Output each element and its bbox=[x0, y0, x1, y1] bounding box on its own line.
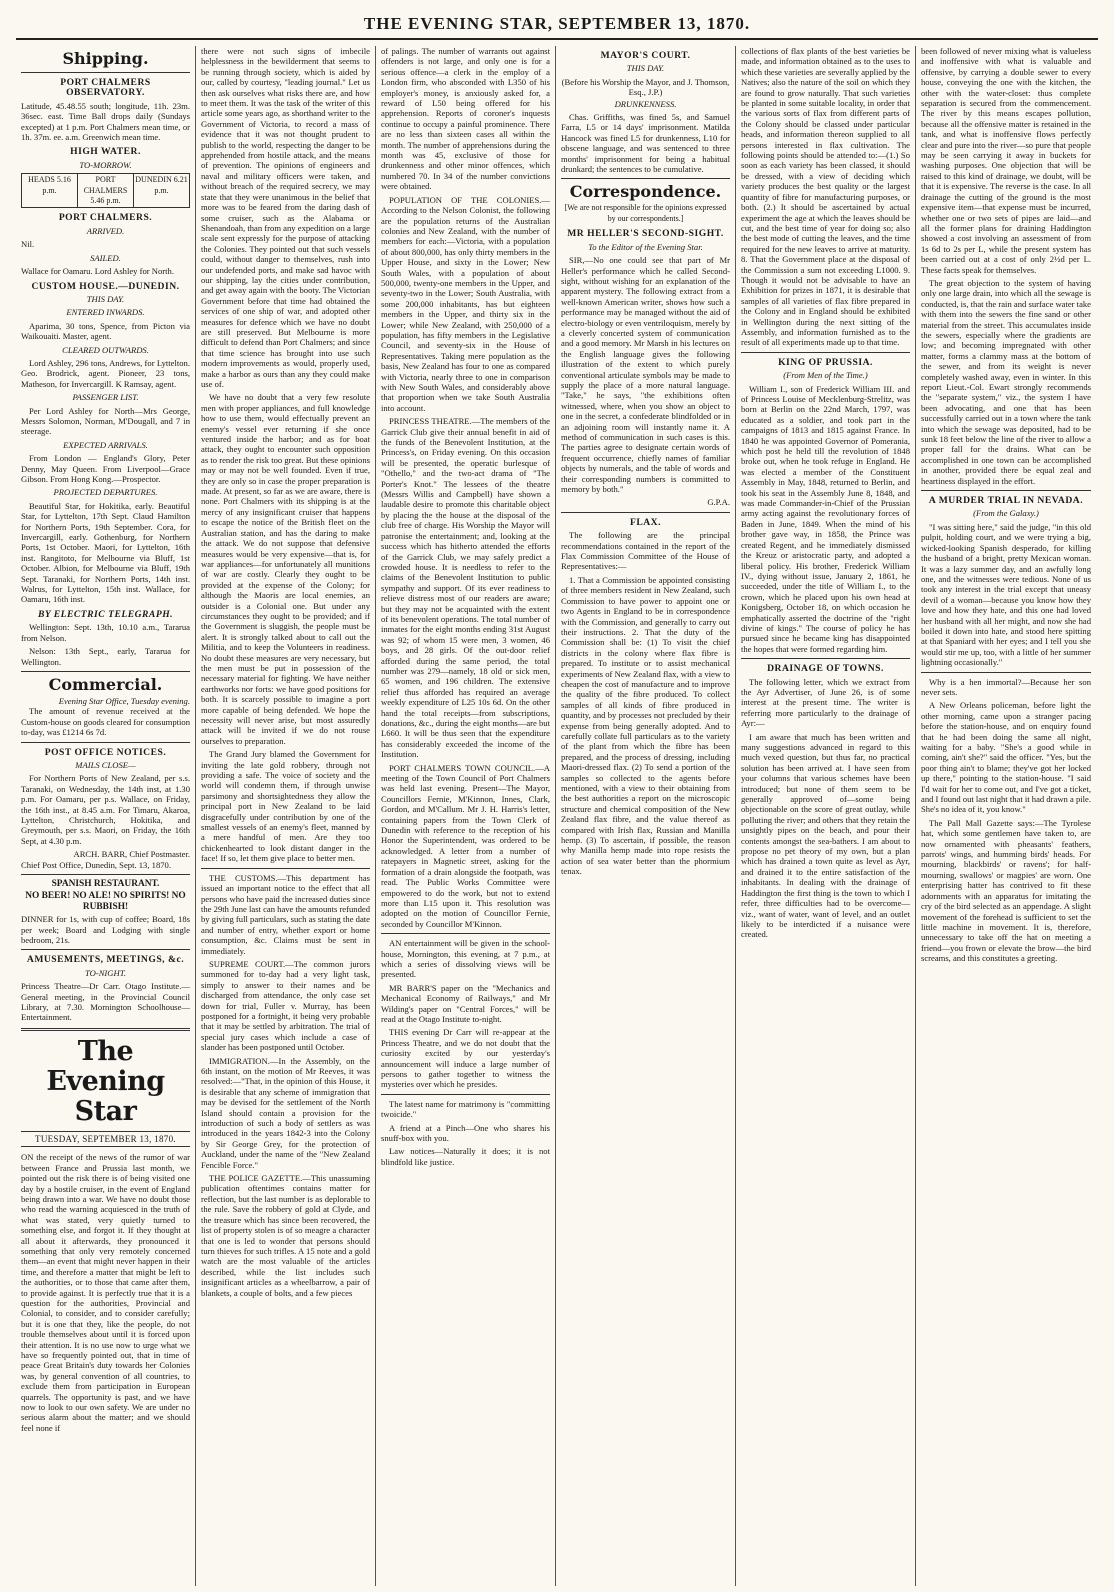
column-1 bbox=[16, 46, 196, 1586]
heller-text: SIR,—No one could see that part of Mr Heller's performance which he called Second-sight, without wishing for an explanation of the apparent mystery. The following extract from a well-known American writer, shows how such a performance may be managed without the aid of electro-biology or even ventriloquism, merely by a cleverly concerted system of communication and a good memory. Mr Marsh in his lectures on the English language gives the following illustration of the extent to which purely conventional articulate symbols may be made to supply the place of a more natural language. "Take," he says, "the exhibitions often witnessed, where, when you show an object to one in the secret, a confederate blindfolded or in an adjoining room will instantly name it. A method of communication in such cases is this. The parties agree to designate certain words of frequent occurrence, chiefly names of familiar objects by numerals, and the table of words and their corresponding numbers is committed to memory by both." bbox=[561, 255, 730, 495]
cleared-text: Lord Ashley, 296 tons, Andrews, for Lyttelton. Geo. Brodrick, agent. Pioneer, 23 tons, Matheson, for Invercargill. K Ramsay, agent. bbox=[21, 357, 190, 389]
divider bbox=[921, 672, 1091, 673]
masthead: THE EVENING STAR, SEPTEMBER 13, 1870. bbox=[16, 14, 1098, 40]
news-town-council: PORT CHALMERS TOWN COUNCIL.—A meeting of the Town Council of Port Chalmers was held last evening. Present—The Mayor, Councillors Fernie, M'Kinnon, Innes, Clark, Gordon, and M'Callum. Mr J. H. Harris's letter, containing papers from the Town Clerk of Dunedin with reference to the reception of his Honor the Superintendent, was ordered to be acknowledged. A letter from a number of ratepayers in Magnetic street, asking for the formation of a drain alongside the footpath, was read. The Public Works Committee were empowered to do the work, but not to extend more than L15 upon it. This resolution was adopted on the motion of Councillor Fernie, seconded by Councillor M'Kinnon. bbox=[381, 762, 550, 929]
this-day-label: THIS DAY. bbox=[86, 293, 125, 304]
editorial-start: ON the receipt of the news of the rumor of war between France and Prussia last month, we pointed out the risk there is of being visited one day by a hostile cruiser, in the event of England being drawn into a war. We have no doubt those who read the warning acquiesced in the truth of what was stated, very quietly turned to something else, and forgot it. If they thought at all about it afterwards, they pronounced it something that only very remotely concerned them—an event that might never happen in their time, and therefore a matter that might be left to the authorities, or to those that came after them, to provide against. It is perfectly true that it is a question for the authorities, Provincial and Colonial, to consider, and to consider carefully; but it is one that they, like the people, do not trouble themselves about until it is forced upon their attention. It is no use now to urge what we have so frequently pointed out, that in time of peace Great Britain's duty towards her Colonies was, by general convention of all countries, to exclude them from participation in European quarrels. The opportunity is past, and we have now to look to our own safety. We are under no serious alarm about the matter; and we should feel none if bbox=[21, 1152, 190, 1433]
mayor-day: THIS DAY. bbox=[626, 63, 665, 74]
tide-port-chalmers: PORT CHALMERS 5.46 p.m. bbox=[78, 174, 134, 207]
divider bbox=[21, 874, 190, 875]
editorial-paragraph: The Grand Jury blamed the Government for inviting the late gold robbery, through not providing a safe. The voice of society and the world will condemn them, if through unwise parsimony and shortsightedness they allow the principal port in New Zealand to be laid disgracefully under contribution by one of the smallest vessels of an enemy's fleet, manned by a mere handful of men. Are they too chickenhearted to look distant danger in the face! If so, let them give place to better men. bbox=[201, 749, 370, 864]
observatory-heading: PORT CHALMERS OBSERVATORY. bbox=[60, 77, 151, 99]
prussia-heading: KING OF PRUSSIA. bbox=[778, 356, 873, 368]
correspondence-note: [We are not responsible for the opinions expressed by our correspondents.] bbox=[564, 203, 727, 223]
drainage-heading: DRAINAGE OF TOWNS. bbox=[767, 663, 884, 675]
postmaster-date: Chief Post Office, Dunedin, Sept. 13, 1870. bbox=[21, 859, 171, 870]
mails-close-label: MAILS CLOSE— bbox=[75, 759, 136, 770]
news-new-orleans: A New Orleans policeman, before light the other morning, came upon a stranger pacing before the station-house, and on enquiry found that he had been doing the same all night, waiting for a baby. "She's a good while in coming, ain't she?" said the officer. "Yes, but the poor thing ain't to blame; they've got her locked up there," pointing to the station-house. "I said I'd wait for her to come out, and I've got a ticket, and I found out last night that it had drawn a pile. She's no idea of it, you know." bbox=[921, 700, 1091, 815]
office-line: Evening Star Office, Tuesday evening. bbox=[58, 695, 190, 706]
passenger-label: PASSENGER LIST. bbox=[72, 392, 139, 403]
sailed-label: SAILED. bbox=[90, 252, 121, 263]
arrived-text: Nil. bbox=[21, 239, 35, 250]
telegraph-sailed: Nelson: 13th Sept., early, Tararua for Wellington. bbox=[21, 646, 190, 667]
news-institute: MR BARR'S paper on the "Mechanics and Mechanical Economy of Railways," and Mr Wilding's paper on "Central Forces," will be read at the Otago Institute to-night. bbox=[381, 982, 550, 1024]
divider bbox=[561, 512, 730, 513]
column-3 bbox=[376, 46, 556, 1586]
port-heading: PORT CHALMERS. bbox=[58, 212, 153, 224]
expected-label: EXPECTED ARRIVALS. bbox=[63, 439, 148, 450]
drainage-text: I am aware that much has been written and many suggestions advanced in regard to this much vexed question, but thus far, no practical solution has been arrived at. I have seen from your columns that various schemes have been introduced; but none of them seem to be generally approved of—some being objectionable on the score of great outlay, while polluting the river; and others that they retain the unsightly pipes on the beach, and pour their contents amongst the sea-bathers. I am about to propose no pet theory of my own, but a plan which has drained a town quite as level as Ayr, and drained it to the entire satisfaction of the inhabitants. In dealing with the drainage of Haddington the first thing is the town to which I refer, three difficulties had to be overcome—viz., want of water, want of level, and an outlet likely to be interdicted if a nuisance were created. bbox=[741, 731, 910, 940]
murder-text: "I was sitting here," said the judge, "in this old pulpit, holding court, and we were trying a big, wicked-looking Spanish desperado, for killing the husband of a bright, pretty Mexican woman. It was a lazy summer day, and an awfully long one, and the witnesses were tedious. None of us took any interest in the trial except that uneasy devil of a woman—because you know how they love and how they hate, and this one had loved her husband with all her might, and now she had boiled it down into hate, and stood here spitting at that Spaniard with her eyes; and I tell you she would stir me up, too, with a little of her summer lightning occasionally." bbox=[921, 521, 1091, 668]
commercial-heading: Commercial. bbox=[48, 674, 163, 694]
flax-text: 1. That a Commission be appointed consisting of three members resident in New Zealand, such Commission to have power to appoint one or two Agents in England to be in correspondence with the Commission, and generally to carry out their instructions. 2. That the duty of the Commission shall be: (1) To visit the chief districts in the colony where flax fibre is prepared. To institute or to assist mechanical experiments of New Zealand flax, with a view to cheapen the cost of manufacture and to improve the quality of the fibre produced. To collect samples of all kinds of fibre produced in quantity, and by processes not precluded by their expense from being generally adopted. And to carefully collate full particulars as to the variety of the plant from which the fibre has been prepared, and the process of dressing, including Maori-dressed flax. (2) To send a portion of the samples so collected to the agents before mentioned, with a view to their obtaining from the best authorities a report on the microscopic structure and chemical composition of the New Zealand flax fibre, and the value thereof as compared with Irish flax, Russian and Manilla hemp. (3) To ascertain, if possible, the reason why Manilla hemp made into rope resists the action of sea water better than the phormium tenax. bbox=[561, 574, 730, 877]
columns bbox=[16, 46, 1098, 1586]
divider bbox=[381, 933, 550, 934]
news-population: POPULATION OF THE COLONIES.—According to the Nelson Colonist, the following are the population returns of the Australian colonies and New Zealand, with the number of members for each:—Victoria, with a population of about 800,000, has only thirty members in the Upper House, and sixty in the Lower; New South Wales, with a population of about 500,000, twenty-one members in the Upper, and seventy-two in the Lower; South Australia, with some 200,000 inhabitants, has but eighteen members in the Upper, and thirty six in the Lower; while New Zealand, with 250,000 of a population, has fifty members in the Legislative Council, and seventy-six in the House of Representatives. Taking mere population as the basis, New Zealand has four to one as compared with Victoria, nearly three to one in comparison with New South Wales, and considerably above that proportion when we take South Australia into account. bbox=[381, 194, 550, 413]
divider bbox=[21, 1028, 190, 1031]
joke-pinch: A friend at a Pinch—One who shares his snuff-box with you. bbox=[381, 1122, 550, 1144]
heller-signature: G.P.A. bbox=[707, 497, 730, 508]
joke-hen: Why is a hen immortal?—Because her son never sets. bbox=[921, 676, 1091, 697]
projected-text: Beautiful Star, for Hokitika, early. Beautiful Star, for Lyttelton, 17th Sept. Claud Hamilton for Northern Ports, 19th September. Cora, for Invercargill, early. Gothenburg, for Northern Ports, 1st October. Maori, for Lyttelton, 16th inst. Rangitoto, for Melbourne via Bluff, 1st October. Albion, for Melbourne via Bluff, 19th Sept. Taranaki, for Northern Ports, 14th inst. Walrus, for Lyttelton, 15th inst. Wallace, for Oamaru, 16th inst. bbox=[21, 500, 190, 605]
drainage-intro: The following letter, which we extract from the Ayr Advertiser, of June 26, is of some interest at the present time. The writer is referring more particularly to the drainage of Ayr:— bbox=[741, 676, 910, 729]
tonight-label: TO-NIGHT. bbox=[85, 967, 126, 978]
restaurant-heading: SPANISH RESTAURANT. bbox=[51, 879, 160, 889]
arrived-label: ARRIVED. bbox=[86, 225, 125, 236]
restaurant-tagline: NO BEER! NO ALE! NO SPIRITS! NO RUBBISH! bbox=[25, 891, 186, 912]
flax-continued: collections of flax plants of the best varieties be made, and information obtained as to the uses to which these varieties are severally applied by the Natives; also the nature of the soil on which they are found to grow naturally. That such varieties be planted in some suitable locality, in order that the various sorts of flax from different parts of the Colony should be classed under particular heads, and information thereon supplied to all persons interested in flax cultivation. The following points should be attended to:—(1.) So soon as each variety has been classed, it should be dressed, with a view of deciding which variety produces the best quality or the largest quantity of fibre for manufacturing purposes, or both. (2.) It should be ascertained by actual experiment the age at which the leaves should be cut, and the best time of year for doing so; also the best mode of cutting the leaves, and the time required for the new leaves to arrive at maturity. 8. That the Government place at the disposal of the Commission a sum not exceeding L1000. 9. Though it would not be advisable to have an Exhibition for prizes in 1871, it is desirable that samples of all varieties of flax fibre prepared in the Colony and in England should be exhibited in Wellington during the next sitting of the Assembly, and information furnished as to the result of all experiments made up to that time. bbox=[741, 46, 910, 348]
dateline: TUESDAY, SEPTEMBER 13, 1870. bbox=[21, 1131, 190, 1147]
tide-dunedin: DUNEDIN 6.21 p.m. bbox=[135, 175, 188, 195]
prussia-sub: (From Men of the Time.) bbox=[783, 370, 868, 381]
murder-heading: A MURDER TRIAL IN NEVADA. bbox=[928, 495, 1084, 507]
drainage-paragraph: The great objection to the system of having only one large drain, into which all the sewage is conducted, is, that the rain and surface water take with them into the sewers the fine sand or other material from the street. This accumulates inside the sewers, especially where the gradients are low; and becoming impregnated with other matter, forms a clammy mass at the bottom of the sewer, and from its weight is never completely washed away, even in winter. In this report Lieut.-Col. Ewart strongly recommends the "separate system," viz., the system I have been advocating, and one that has been successfully carried out in a town where the tank into which the sewage was deposited, had to be sunk 18 feet below the line of the river to allow a proper fall for the drains. What can be accomplished in one town can be accomplished in another, provided there be equal zeal and heartiness displayed in the effort. bbox=[921, 277, 1091, 486]
column-5 bbox=[736, 46, 916, 1586]
restaurant-text: DINNER for 1s, with cup of coffee; Board, 18s per week; Board and Lodging with single bedroom, 21s. bbox=[21, 914, 190, 946]
entered-label: ENTERED INWARDS. bbox=[66, 307, 145, 318]
divider bbox=[381, 1094, 550, 1095]
mayor-court-heading: MAYOR'S COURT. bbox=[600, 50, 691, 61]
news-continued: of palings. The number of warrants out against offenders is not large, and only one is for a serious offence—a clerk in the employ of a London firm, who absconded with L350 of his employer's money, is anxiously asked for, a reward of L50 being offered for his apprehension. Reports of coroner's inquests continue to occupy a painful prominence. There are no less than sixteen cases all within the month. The number of apprehensions during the month was 45, exclusive of those for drunkenness and other minor offences, which numbered 70. In 34 of the number convictions were obtained. bbox=[381, 46, 550, 192]
news-supreme-court: SUPREME COURT.—The common jurors summoned for to-day had a very light task, simply to answer to their names and be discharged from attendance, the only case set down for trial, Fuller v. Murray, has been postponed for a fortnight, it being very probable that it may be settled by arbitration. The trial of special jury cases which include a case of slander has been postponed until October. bbox=[201, 958, 370, 1053]
joke-matrimony: The latest name for matrimony is "committing twoicide." bbox=[381, 1098, 550, 1120]
shipping-heading: Shipping. bbox=[62, 49, 149, 68]
tomorrow-label: TO-MORROW. bbox=[79, 159, 132, 170]
divider bbox=[921, 490, 1091, 491]
drunkenness-label: DRUNKENNESS. bbox=[614, 98, 677, 109]
column-4 bbox=[556, 46, 736, 1586]
postmaster-signature: ARCH. BARR, Chief Postmaster. bbox=[73, 849, 190, 860]
news-immigration: IMMIGRATION.—In the Assembly, on the 6th instant, on the motion of Mr Reeves, it was resolved:—"That, in the opinion of this House, it is desirable that any scheme of immigration that may be devised for the settlement of the North Island should contain a provision for the introduction of such a body of settlers as was introduced in the years 1842-3 into the Colony by Sir George Grey, for the protection of Auckland, under the name of the "New Zealand Fencible Force." bbox=[201, 1055, 370, 1170]
divider bbox=[201, 868, 370, 869]
heller-sub: To the Editor of the Evening Star. bbox=[588, 241, 703, 252]
amusements-heading: AMUSEMENTS, MEETINGS, &c. bbox=[26, 954, 185, 966]
news-princess-theatre: PRINCESS THEATRE.—The members of the Garrick Club give their annual benefit in aid of the funds of the Benevolent Institution, at the Princess's, on Friday evening. On this occasion will be presented, the operatic burlesque of "Othello," and the two-act drama of "The Porter's Knot." The lessees of the theatre (Messrs Willis and Campbell) have shown a laudable desire to promote this charitable object by placing the the house at the disposal of the club free of charge. His Worship the Mayor will patronise the entertainment; and, looking at the success which has hitherto attended the efforts of the Garrick Club, we may safely predict a crowded house. It is needless to refer to the claims of the Benevolent Institution to public sympathy and support. Of its ever readiness to relieve distress most of our readers are aware; but they may not be acquainted with the extent of its benevolent operations. The total number of inmates for the eight months ending 31st August was 92; of whom 15 were men, 3 women, 46 boys, and 28 girls. Of the out-door relief afforded during the same period, the total number was 279—namely, 18 old or sick men, 65 women, and 196 children. The extensive relief thus afforded has required an average weekly expenditure of L25 10s 6d. On the other hand the total receipts—from subscriptions, donations, &c., during the eight months—are but L660. It will be thus seen that the expenditure has considerably exceeded the income of the Institution. bbox=[381, 416, 550, 760]
passenger-text: Per Lord Ashley for North—Mrs George, Messrs Solomon, Norman, M'Dougall, and 7 in steerage. bbox=[21, 405, 190, 437]
telegraph-arrived: Wellington: Sept. 13th, 10.10 a.m., Tararua from Nelson. bbox=[21, 622, 190, 643]
post-heading: POST OFFICE NOTICES. bbox=[44, 746, 167, 758]
high-water-heading: HIGH WATER. bbox=[70, 146, 141, 158]
divider bbox=[741, 352, 910, 353]
expected-text: From London — England's Glory, Peter Denny, May Queen. From Liverpool—Grace Gibson. From Hong Kong.—Prospector. bbox=[21, 453, 190, 484]
divider bbox=[21, 671, 190, 672]
paper-title: The Evening Star bbox=[46, 1035, 165, 1127]
news-police-gazette: THE POLICE GAZETTE.—This unassuming publication oftentimes contains matter for reflection, but the last number is as deplorable to the rule. Save the robbery of gold at Clyde, and the treasure which has since been recovered, the list of property stolen is of so meagre a character that one is led to wonder that persons should turn thieves for such trifles. A 15 note and a gold watch are the most valuable of the articles described, while the list includes such insignificant articles as a wheelbarrow, a pair of blankets, a couple of bolts, and a few pieces bbox=[201, 1173, 370, 1298]
flax-intro: The following are the principal recommendations contained in the report of the Flax Commission Committee of the House of Representatives:— bbox=[561, 530, 730, 572]
editorial-continued: there were not such signs of imbecile helplessness in the bewilderment that seems to be running through society, which is aided by our, called by courtesy, "leading journal." Let us then ask ourselves what risks there are, and how to meet them. It was the task of the writer of this article some years ago, as shorthand writer to the Government of Victoria, to record a mass of evidence that it was not thought prudent to publish to the world, respecting the danger to be apprehended from hostile attack, and the means of prevention. The opinions of engineers and naval and military officers were taken, and without breach of the required secrecy, we may state that they were unanimous in the belief that more was to be feared from the daring dash of some cruiser, such as the Alabama or Shenandoah, than from any expedition on a large scale sent expressly for the purpose of attacking the Colonies. They pointed out that such vessels could, without danger to themselves, rush into our undefended ports, and make sad havoc with our shipping, lay the cities under contribution, and get away again with the booty. The Victorian Government before that time had obtained the services of one ship of war, and adopted other measures for defence which we have no doubt are still preserved. But Melbourne is more difficult to defend than Port Chalmers; and since that time science has brought into use such modern improvements as would, properly used, make a harbor as ours than any they could make use of. bbox=[201, 46, 370, 389]
murder-sub: (From the Galaxy.) bbox=[973, 508, 1039, 519]
customs-heading: CUSTOM HOUSE.—DUNEDIN. bbox=[31, 280, 180, 292]
heller-heading: MR HELLER'S SECOND-SIGHT. bbox=[567, 228, 724, 240]
news-entertainment: AN entertainment will be given in the school-house, Mornington, this evening, at 7 p.m., at which a series of dissolving views will be presented. bbox=[381, 938, 550, 980]
amusements-text: Princess Theatre—Dr Carr. Otago Institute.—General meeting, in the Provincial Council Library, at 7.30. Mornington Schoolhouse—Entertainment. bbox=[21, 981, 190, 1023]
divider bbox=[21, 72, 190, 73]
news-dr-carr: THIS evening Dr Carr will re-appear at the Princess Theatre, and we do not doubt that the curiosity excited by our yesterday's announcement will induce a large number of persons to gather together to witness the mysteries over which he presides. bbox=[381, 1027, 550, 1090]
commercial-text: The amount of revenue received at the Custom-house on goods cleared for consumption to-day, was £1214 6s 7d. bbox=[21, 706, 190, 738]
column-6 bbox=[916, 46, 1096, 1586]
divider bbox=[21, 949, 190, 950]
news-customs: THE CUSTOMS.—This department has issued an important notice to the effect that all persons who have paid the increased duties since the 29th June last can have the amounts refunded by giving full particulars, such as stating the date and number of entry, whether export or home consumption, &c. Claims must be sent in immediately. bbox=[201, 872, 370, 956]
joke-law: Law notices—Naturally it does; it is not blindfold like justice. bbox=[381, 1146, 550, 1167]
observatory-text: Latitude, 45.48.55 south; longitude, 11h. 23m. 36sec. east. Time Ball drops daily (Sundays excepted) at 1 p.m. Port Chalmers mean time, or 1h. 37m. ee. a.m. Greenwich mean time. bbox=[21, 100, 190, 143]
flax-heading: FLAX. bbox=[629, 516, 661, 528]
editorial-paragraph: We have no doubt that a very few resolute men with proper appliances, and full knowledge how to use them, would effectually prevent an enemy's vessel ever returning if she once ventured inside the harbor; and as for boat attack, they ought to encounter such opposition as to render the risk too great. But these opinions may or may not be well founded. Even if true, they are only so in case the proper preparation is made. At present, so far as we are aware, there is none. Port Chalmers with its shipping is at the mercy of any insignificant cruiser that happens to escape the notice of the British fleet on the Australian station, and has the daring to make the attack. We do not suppose that defensive measures would be very expensive—that is, for war appliances—for unfortunately all munitions of war are costly. Clearly they ought to be provided at the expense of the Colony; for although the Maoris are local enemies, an outsider is a Colonial one. But under any circumstances they ought to be provided; and if the Government is sluggish, the people must be alert. It is strongly talked about to call out the Militia, and to keep the Volunteers in readiness. No doubt these measures are very necessary, but the men must be put in possession of the necessary material for fighting. We have neither earthworks nor forts: we have good positions for both. It is scarcely possible to imagine a port more capable of being defended. We hope the necessity will never arise, but most assuredly attack will be invited if we do not rouse ourselves to preparation. bbox=[201, 392, 370, 746]
mayor-sub: (Before his Worship the Mayor, and J. Thomson, Esq., J.P.) bbox=[561, 76, 730, 98]
column-2 bbox=[196, 46, 376, 1586]
cleared-label: CLEARED OUTWARDS. bbox=[62, 344, 149, 355]
mayor-court-text: Chas. Griffiths, was fined 5s, and Samuel Farra, L5 or 14 days' imprisonment. Matilda Hancock was fined L5 for drunkenness, L10 for obscene language, and was sentenced to three months' imprisonment for being a habitual drunkard; the sentences to be cumulative. bbox=[561, 112, 730, 175]
drainage-continued: been followed of never mixing what is valueless and inoffensive with what is valuable and offensive, by carrying a double sewer to every house, conveying the one with the kitchen, the other with the water-closet: thus complete separation is secured from the commencement. The river by this means escapes pollution, because all the offensive matter is retained in the tank, and what is inoffensive flows perfectly clear and pure into the river—so pure that people may be seen carrying it away in buckets for washing purposes. One objection that will be raised to this kind of drainage, we doubt, will be that it is expensive. The reverse is the case. In all drainage the cutting of the ground is the most expensive item—that expense must be incurred, whether one or two sets of pipes are laid—and all the former plans for draining Haddington showed a cost involving an assessment of from 1s 6d to 2s per L, while the present system has been carried out at a cost of only 2½d per L. These facts speak for themselves. bbox=[921, 46, 1091, 275]
projected-label: PROJECTED DEPARTURES. bbox=[53, 487, 158, 498]
news-pall-mall: The Pall Mall Gazette says:—The Tyrolese hat, which some gentlemen have taken to, are now ornamented with pheasants' feathers, parrots' wings, and humming birds' heads. For mourning, blackbirds' or ravens'; for half-mourning, swallows' or magpies' are worn. One enterprising hatter has contrived to fit these adornments with an apparatus for imitating the cry of the bird selected as an appendage. A slight movement of the forehead is sufficient to set the little machine in movement. It is, therefore, unnecessary to take off the hat on meeting a friend—you frown or elevate the brow—the bird screams, and this constitutes a greeting. bbox=[921, 817, 1091, 964]
divider bbox=[21, 742, 190, 743]
telegraph-heading: BY ELECTRIC TELEGRAPH. bbox=[37, 608, 174, 620]
divider bbox=[561, 178, 730, 179]
tide-heads: HEADS 5.16 p.m. bbox=[22, 174, 78, 207]
correspondence-heading: Correspondence. bbox=[569, 182, 722, 202]
sailed-text: Wallace for Oamaru. Lord Ashley for North. bbox=[21, 266, 174, 277]
prussia-text: William I., son of Frederick William III. and of Princess Louise of Mecklenburg-Strelitz, was born at Berlin on the 22nd March, 1797, was educated as a soldier, and took part in the campaigns of 1813 and 1815 against France. In 1840 he was appointed Governor of Pomerania, which post he held till the revolution of 1848 broke out, when he took refuge in England. He was elected a member of the Constituent Assembly in May, 1848, returned to Berlin, and took his seat in the Assembly June 8, 1848, and was made Commander-in-Chief of the Prussian army acting against the revolutionary forces of Baden in June, 1849. When the mind of his brother gave way, in 1858, the Prince was created Regent, and he immediately dismissed the Kreuz or aristocratic party, and adopted a liberal policy. His brother, Frederick William IV., dying without issue, January 2, 1861, he succeeded, under the title of William I., to the crown, which he placed upon his own head at Konigsberg, October 18, on which occasion he emphatically asserted the doctrine of the "right divine of kings." The course of policy he has pursued since he became king has disappointed the hopes that were formed regarding him. bbox=[741, 383, 910, 654]
mails-text: For Northern Ports of New Zealand, per s.s. Taranaki, on Wednesday, the 14th inst, at 1.30 p.m. For Oamaru, per p.s. Wallace, on Friday, the 16th inst., at 8.45 a.m. For Timaru, Akaroa, Lyttelton, Christchurch, Hokitika, and Greymouth, per s.s. Maori, on Friday, the 16th Sept, at 4.30 p.m. bbox=[21, 773, 190, 846]
tide-table bbox=[21, 173, 190, 208]
divider bbox=[741, 658, 910, 659]
entered-text: Aparima, 30 tons, Spence, from Picton via Waikouaiti. Master, agent. bbox=[21, 320, 190, 342]
